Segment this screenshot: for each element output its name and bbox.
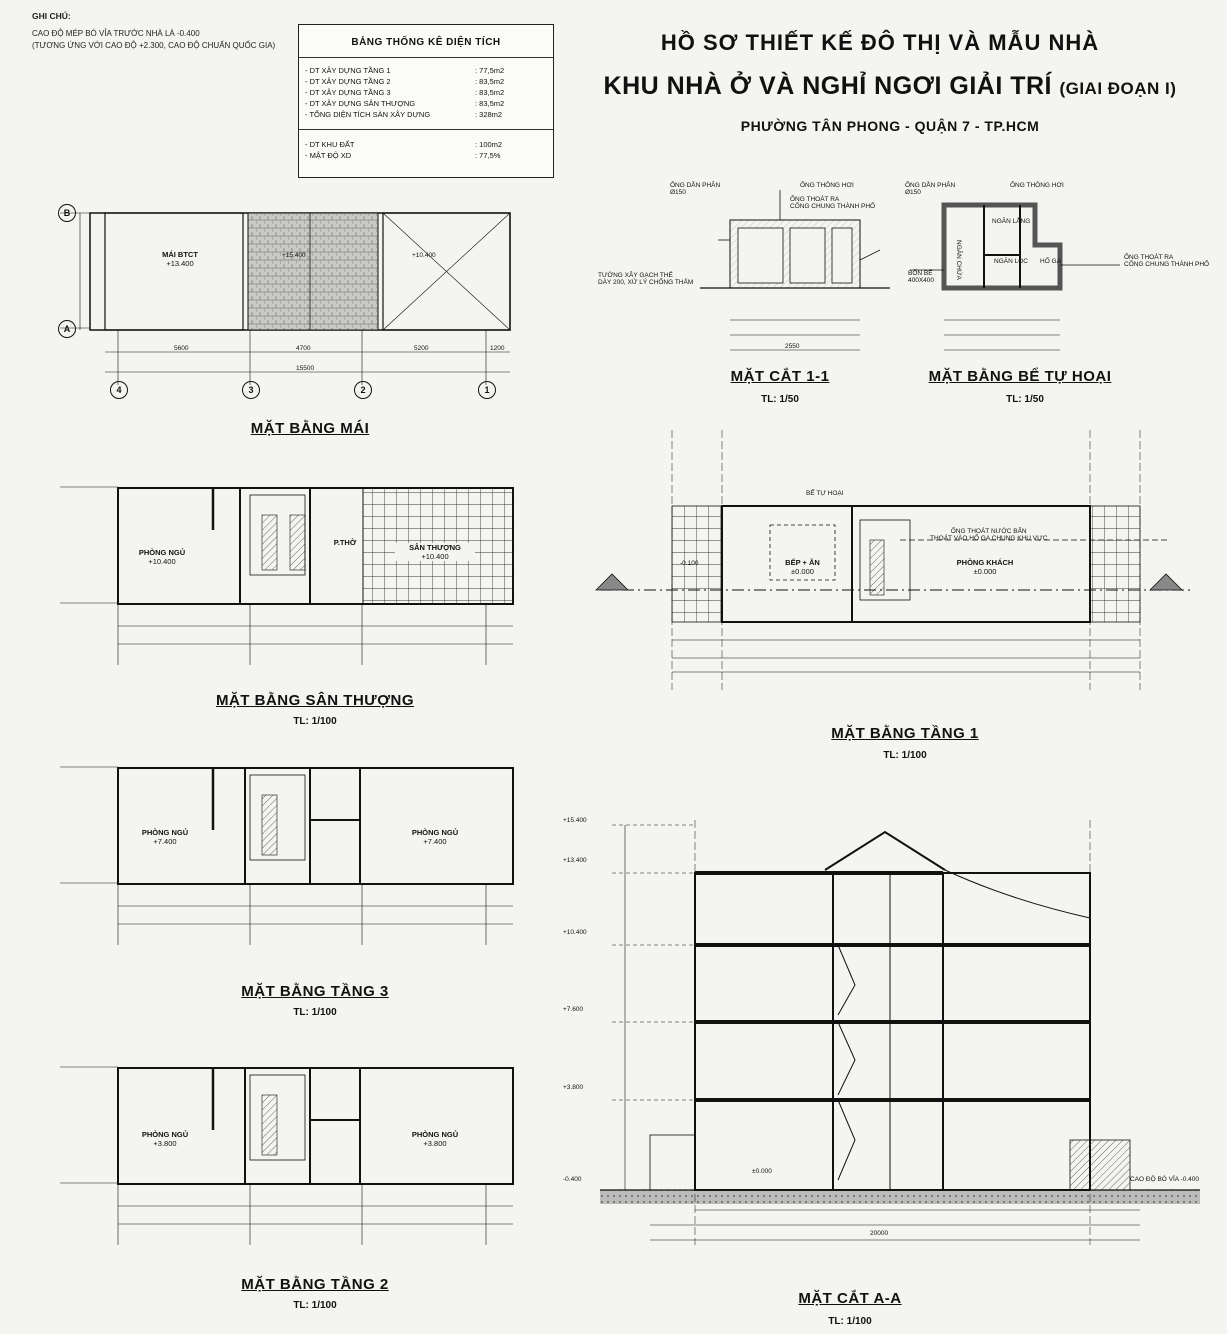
dim-total: 15500	[296, 365, 315, 372]
section-1-1-title: MẶT CẮT 1-1	[730, 368, 830, 385]
dim-bay-4: 1200	[490, 345, 505, 352]
project-title-line-1: HỒ SƠ THIẾT KẾ ĐÔ THỊ VÀ MẪU NHÀ	[660, 30, 1100, 55]
septic-tank-plan	[910, 205, 1120, 350]
area-row: - TỔNG DIỆN TÍCH SÀN XÂY DỰNG : 328m2	[305, 110, 503, 119]
dim-bay-2: 4700	[296, 345, 311, 352]
dim-bay-3: 5200	[414, 345, 429, 352]
septic-vent-label: ỐNG THÔNG HƠI	[1010, 182, 1064, 189]
floor2-plan-scale: TL: 1/100	[293, 1300, 337, 1311]
septic-bon-be: BỐN BỂ 400X400	[908, 270, 935, 284]
area-row: - DT XÂY DỰNG TẦNG 1 : 77,5m2	[305, 66, 505, 75]
level-15400: +15.400	[563, 817, 587, 824]
curb-note: CAO ĐỘ BÓ VỈA -0.400	[1130, 1176, 1199, 1183]
floor1-plan-scale: TL: 1/100	[883, 750, 927, 761]
area-row: - DT XÂY DỰNG TẦNG 3 : 83,5m2	[305, 88, 505, 97]
septic-chamber-1: NGĂN CHỨA	[955, 240, 962, 280]
s11-wall-note: TƯỜNG XÂY GẠCH THẺ DÀY 200, XỬ LÝ CHỐNG THẤM	[598, 272, 694, 286]
terrace-plan	[60, 487, 513, 665]
f2-bedroom-left-label: PHÒNG NGỦ +3.800	[141, 1130, 189, 1148]
s11-total-dim: 2550	[785, 343, 800, 350]
area-row: - DT XÂY DỰNG SÂN THƯỢNG : 83,5m2	[305, 99, 505, 108]
s11-pipe-label: ỐNG DẪN PHÂN Ø150	[670, 182, 721, 196]
drain-note: ỐNG THOÁT NƯỚC BẨN THOÁT VÀO HỐ GA CHUNG KHU VỰC	[930, 528, 1048, 542]
septic-pit: HỐ GA	[1040, 258, 1061, 265]
floor3-plan-scale: TL: 1/100	[293, 1007, 337, 1018]
notes-line-2: (TƯƠNG ỨNG VỚI CAO ĐỘ +2.300, CAO ĐỘ CHUẨN QUỐC GIA)	[32, 41, 276, 50]
terrace-bedroom-label: PHÒNG NGỦ +10.400	[138, 548, 186, 566]
septic-chamber-3: NGĂN LỌC	[994, 258, 1028, 265]
section-total-dim: 20000	[870, 1230, 889, 1237]
f3-bedroom-left-label: PHÒNG NGỦ +7.400	[141, 828, 189, 846]
s11-vent-label: ỐNG THÔNG HƠI	[800, 182, 854, 189]
grid-bubble-3: 3	[242, 381, 260, 399]
section-1-1	[700, 190, 890, 350]
area-table-title: BẢNG THỐNG KÊ DIỆN TÍCH	[351, 37, 501, 48]
terrace-label: SÂN THƯỢNG +10.400	[395, 543, 475, 561]
roof-btct-label: MÁI BTCT +13.400	[162, 250, 198, 268]
area-row: - DT KHU ĐẤT : 100m2	[305, 140, 503, 149]
level-minus-400: -0.400	[563, 1176, 582, 1183]
f2-bedroom-right-label: PHÒNG NGỦ +3.800	[411, 1130, 459, 1148]
kitchen-label: BẾP + ĂN ±0.000	[785, 558, 820, 576]
area-row: - MẬT ĐỘ XD : 77,5%	[305, 151, 501, 160]
section-a-a	[600, 820, 1200, 1245]
notes-line-1: CAO ĐỘ MÉP BÓ VỈA TRƯỚC NHÀ LÀ -0.400	[32, 29, 200, 38]
f3-bedroom-right-label: PHÒNG NGỦ +7.400	[411, 828, 459, 846]
section-1-1-scale: TL: 1/50	[761, 394, 799, 405]
septic-pipe-label: ỐNG DẪN PHÂN Ø150	[905, 182, 956, 196]
roof-plan	[60, 213, 510, 385]
project-phase: (GIAI ĐOẠN I)	[1059, 79, 1177, 98]
section-a-a-title: MẶT CẮT A-A	[798, 1290, 902, 1307]
grid-bubble-2: 2	[354, 381, 372, 399]
level-7600: +7.600	[563, 1006, 584, 1013]
roof-plan-title: MẶT BẰNG MÁI	[250, 420, 370, 437]
terrace-plan-scale: TL: 1/100	[293, 716, 337, 727]
area-row: - DT XÂY DỰNG TẦNG 2 : 83,5m2	[305, 77, 505, 86]
roof-mid-elevation: +15.400	[282, 252, 306, 259]
level-3800: +3.800	[563, 1084, 584, 1091]
project-location: PHƯỜNG TÂN PHONG - QUẬN 7 - TP.HCM	[740, 118, 1040, 134]
section-ground-level: ±0.000	[752, 1168, 772, 1175]
project-name: KHU NHÀ Ở VÀ NGHỈ NGƠI GIẢI TRÍ	[603, 72, 1052, 100]
septic-outlet-label: ỐNG THOÁT RA CỐNG CHUNG THÀNH PHỐ	[1124, 254, 1210, 268]
grid-bubble-4: 4	[110, 381, 128, 399]
notes-heading: GHI CHÚ:	[32, 11, 71, 21]
grid-bubble-1: 1	[478, 381, 496, 399]
grid-bubble-b: B	[58, 204, 76, 222]
section-a-a-scale: TL: 1/100	[828, 1316, 872, 1327]
level-10400: +10.400	[563, 929, 587, 936]
living-room-label: PHÒNG KHÁCH ±0.000	[956, 558, 1014, 576]
floor1-plan-title: MẶT BẰNG TẦNG 1	[831, 725, 979, 742]
floor2-plan-title: MẶT BẰNG TẦNG 2	[241, 1276, 389, 1293]
grid-bubble-a: A	[58, 320, 76, 338]
floor3-plan-title: MẶT BẰNG TẦNG 3	[241, 983, 389, 1000]
roof-right-elevation: +10.400	[412, 252, 436, 259]
septic-chamber-2: NGĂN LẮNG	[992, 218, 1031, 225]
f1-front-elev: -0.100	[680, 560, 699, 567]
s11-outlet-label: ỐNG THOÁT RA CỐNG CHUNG THÀNH PHỐ	[790, 196, 876, 210]
level-13400: +13.400	[563, 857, 587, 864]
floor3-plan	[60, 767, 513, 945]
terrace-plan-title: MẶT BẰNG SÂN THƯỢNG	[215, 692, 415, 709]
septic-plan-title: MẶT BẰNG BỂ TỰ HOẠI	[928, 368, 1112, 385]
floor2-plan	[60, 1067, 513, 1245]
altar-room-label: P.THỜ	[333, 538, 357, 547]
dim-bay-1: 5600	[174, 345, 189, 352]
septic-plan-scale: TL: 1/50	[1006, 394, 1044, 405]
f1-septic-label: BỂ TỰ HOẠI	[806, 490, 844, 497]
